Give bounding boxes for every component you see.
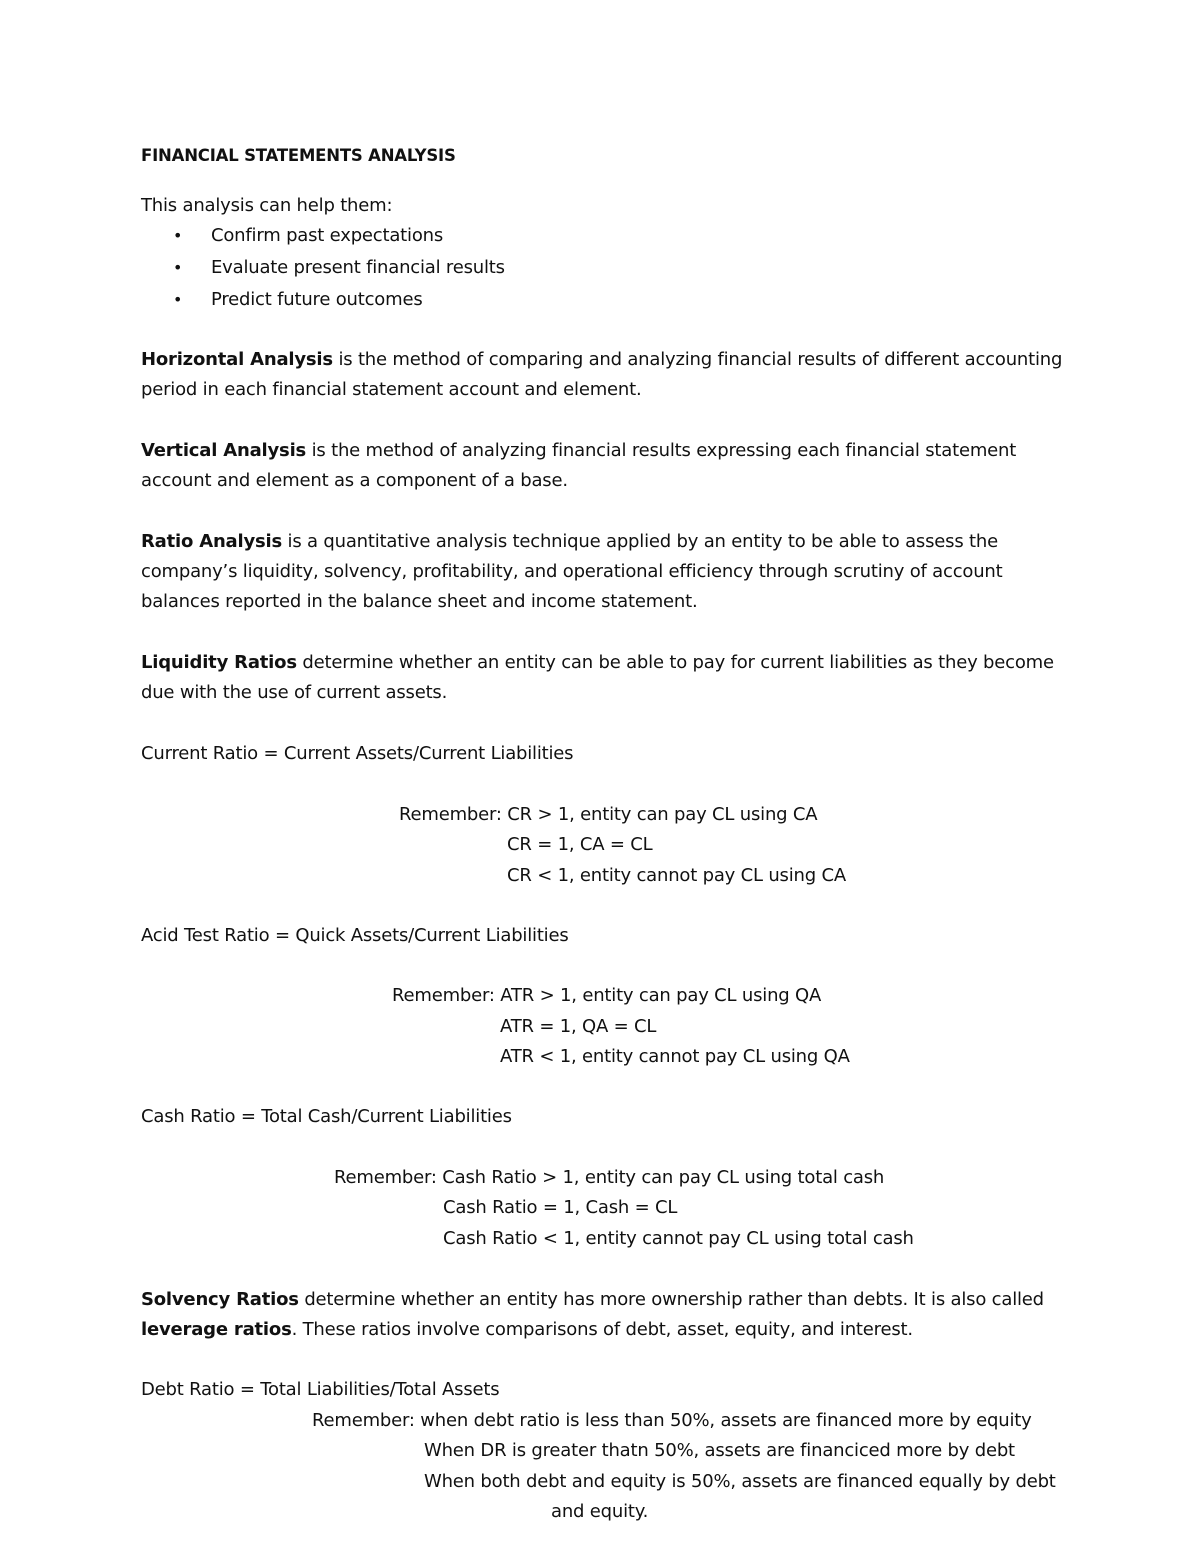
bullet-icon: • [173,226,183,245]
horizontal-analysis-text: is the method of comparing and analyzing financial results of different accounting [332,349,1063,370]
bullet-item: Evaluate present financial results [211,257,505,278]
leverage-ratios-term: leverage ratios [141,1319,292,1340]
acid-test-remember-3: ATR < 1, entity cannot pay CL using QA [500,1046,850,1067]
debt-ratio-remember-3: When both debt and equity is 50%, assets are financed equally by debt [424,1471,1056,1492]
acid-test-remember-2: ATR = 1, QA = CL [500,1016,657,1037]
ratio-analysis-text-3: balances reported in the balance sheet and income statement. [141,591,698,612]
debt-ratio-formula: Debt Ratio = Total Liabilities/Total Assets [141,1379,500,1400]
cash-ratio-formula: Cash Ratio = Total Cash/Current Liabilities [141,1106,512,1127]
vertical-analysis-text-2: account and element as a component of a base. [141,470,568,491]
cash-ratio-remember-3: Cash Ratio < 1, entity cannot pay CL using total cash [443,1228,914,1249]
solvency-ratios-term: Solvency Ratios [141,1289,299,1310]
debt-ratio-remember-2: When DR is greater thatn 50%, assets are financiced more by debt [424,1440,1015,1461]
liquidity-ratios-para [141,651,1054,675]
solvency-ratios-text: determine whether an entity has more ownership rather than debts. It is also called [298,1289,1044,1310]
current-ratio-remember-3: CR < 1, entity cannot pay CL using CA [507,865,846,886]
ratio-analysis-term: Ratio Analysis [141,531,283,552]
acid-test-remember-1: Remember: ATR > 1, entity can pay CL using QA [392,985,822,1006]
cash-ratio-remember-1: Remember: Cash Ratio > 1, entity can pay CL using total cash [334,1167,885,1188]
vertical-analysis-text: is the method of analyzing financial results expressing each financial statement [306,440,1017,461]
bullet-item: Predict future outcomes [211,289,423,310]
horizontal-analysis-term: Horizontal Analysis [141,349,333,370]
horizontal-analysis-para [141,348,1062,372]
bullet-item: Confirm past expectations [211,225,444,246]
acid-test-ratio-formula: Acid Test Ratio = Quick Assets/Current Liabilities [141,925,569,946]
horizontal-analysis-text-2: period in each financial statement account and element. [141,379,642,400]
cash-ratio-remember-2: Cash Ratio = 1, Cash = CL [443,1197,678,1218]
solvency-ratios-para-2 [141,1318,913,1342]
ratio-analysis-para [141,530,998,554]
vertical-analysis-para [141,439,1016,463]
ratio-analysis-text-2: company’s liquidity, solvency, profitability, and operational efficiency through scrutiny of account [141,561,1003,582]
current-ratio-remember-2: CR = 1, CA = CL [507,834,653,855]
current-ratio-remember-1: Remember: CR > 1, entity can pay CL using CA [399,804,818,825]
solvency-ratios-para [141,1288,1044,1312]
liquidity-ratios-text: determine whether an entity can be able to pay for current liabilities as they become [296,652,1054,673]
bullet-icon: • [173,258,183,277]
ratio-analysis-text: is a quantitative analysis technique applied by an entity to be able to assess the [282,531,998,552]
debt-ratio-remember-1: Remember: when debt ratio is less than 50%, assets are financed more by equity [312,1410,1032,1431]
solvency-ratios-text-2: . These ratios involve comparisons of debt, asset, equity, and interest. [291,1319,913,1340]
vertical-analysis-term: Vertical Analysis [141,440,307,461]
liquidity-ratios-term: Liquidity Ratios [141,652,297,673]
intro-text: This analysis can help them: [141,195,393,216]
current-ratio-formula: Current Ratio = Current Assets/Current Liabilities [141,743,574,764]
debt-ratio-remember-4: and equity. [551,1501,649,1522]
document-title: FINANCIAL STATEMENTS ANALYSIS [141,146,456,165]
bullet-icon: • [173,290,183,309]
liquidity-ratios-text-2: due with the use of current assets. [141,682,448,703]
